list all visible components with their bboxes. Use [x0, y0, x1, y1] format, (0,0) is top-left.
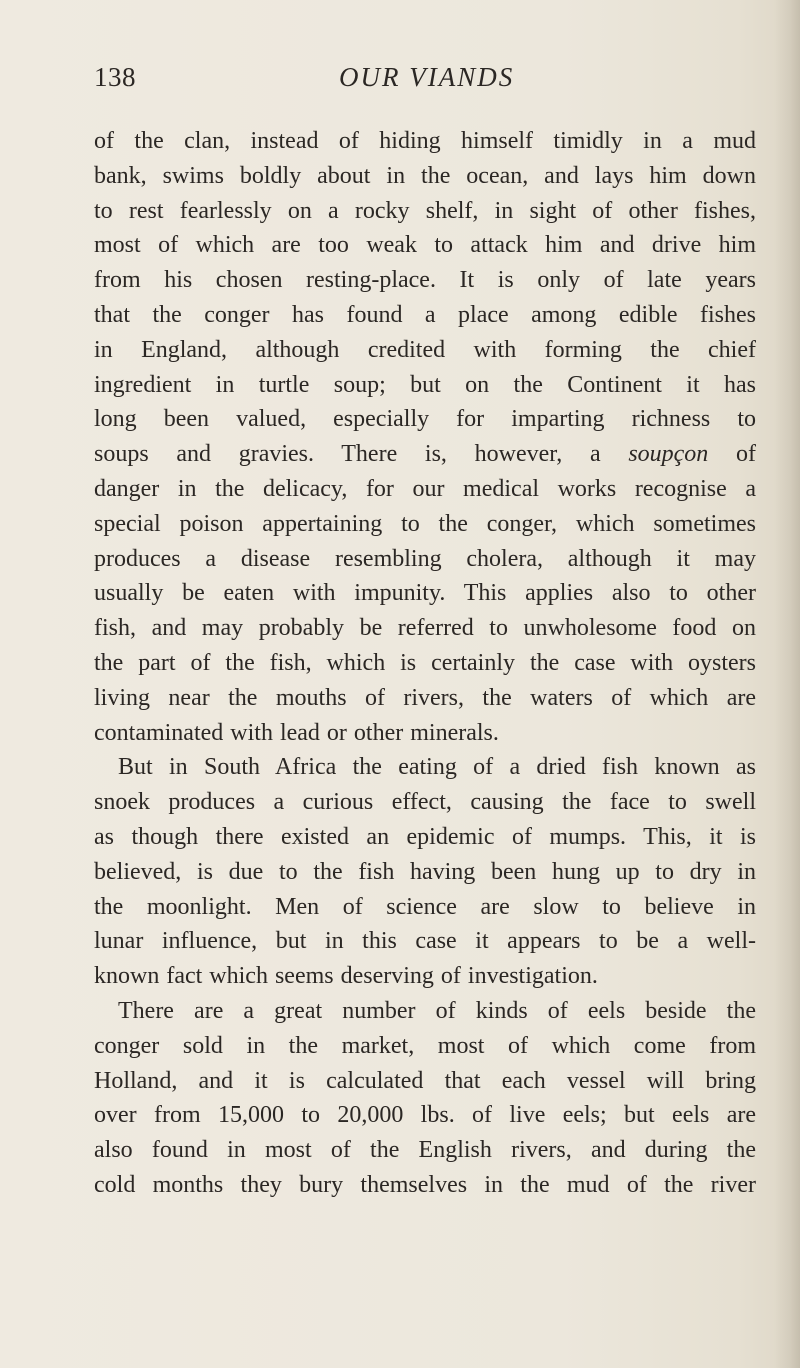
body-text — [94, 124, 756, 1203]
text-line: fish, and may probably be referred to unwholesome food on — [94, 615, 756, 642]
page-number: 138 — [94, 62, 136, 92]
text-line: in England, although credited with forming the chief — [94, 336, 756, 363]
text-line: believed, is due to the fish having been hung up to dry in — [94, 858, 756, 885]
page-edge-shadow — [774, 0, 800, 1368]
text-line: of the clan, instead of hiding himself timidly in a mud — [94, 128, 756, 154]
text-line: soups and gravies. There is, however, a soupçon of — [94, 441, 756, 468]
text-line: bank, swims boldly about in the ocean, and lays him down — [94, 162, 756, 189]
italic-word: soupçon — [628, 441, 709, 468]
text-line: ingredient in turtle soup; but on the Continent it has — [94, 371, 756, 398]
text-line: over from 15,000 to 20,000 lbs. of live eels; but eels are — [94, 1102, 756, 1129]
text-line: the part of the fish, which is certainly the case with oysters — [94, 649, 756, 676]
text-line: living near the mouths of rivers, the waters of which are — [94, 684, 756, 711]
text-line: the moonlight. Men of science are slow to believe in — [94, 893, 756, 920]
text-line: But in South Africa the eating of a dried fish known as — [118, 754, 756, 781]
text-line: that the conger has found a place among edible fishes — [94, 301, 756, 328]
text-line: most of which are too weak to attack him and drive him — [94, 232, 756, 259]
text-line: contaminated with lead or other minerals. — [94, 719, 499, 746]
text-line: danger in the delicacy, for our medical works recognise a — [94, 475, 756, 502]
text-line: known fact which seems deserving of investigation. — [94, 963, 598, 990]
text-line: lunar influence, but in this case it appears to be a well- — [94, 928, 756, 955]
text-line: There are a great number of kinds of eels beside the — [118, 997, 756, 1024]
page-header — [94, 62, 754, 102]
text-line: special poison appertaining to the conger, which sometimes — [94, 510, 756, 537]
running-head: OUR VIANDS — [339, 62, 515, 92]
text-line: cold months they bury themselves in the mud of the river — [94, 1171, 756, 1198]
text-line: from his chosen resting-place. It is only of late years — [94, 267, 756, 294]
text-line: usually be eaten with impunity. This applies also to other — [94, 580, 756, 607]
text-line: conger sold in the market, most of which come from — [94, 1032, 756, 1059]
text-line: to rest fearlessly on a rocky shelf, in sight of other fishes, — [94, 197, 756, 224]
text-line: produces a disease resembling cholera, although it may — [94, 545, 756, 572]
text-line: long been valued, especially for imparting richness to — [94, 406, 756, 433]
text-line: as though there existed an epidemic of mumps. This, it is — [94, 823, 756, 850]
text-line: also found in most of the English rivers, and during the — [94, 1137, 756, 1164]
text-line: snoek produces a curious effect, causing the face to swell — [94, 789, 756, 816]
text-line: Holland, and it is calculated that each vessel will bring — [94, 1067, 756, 1094]
